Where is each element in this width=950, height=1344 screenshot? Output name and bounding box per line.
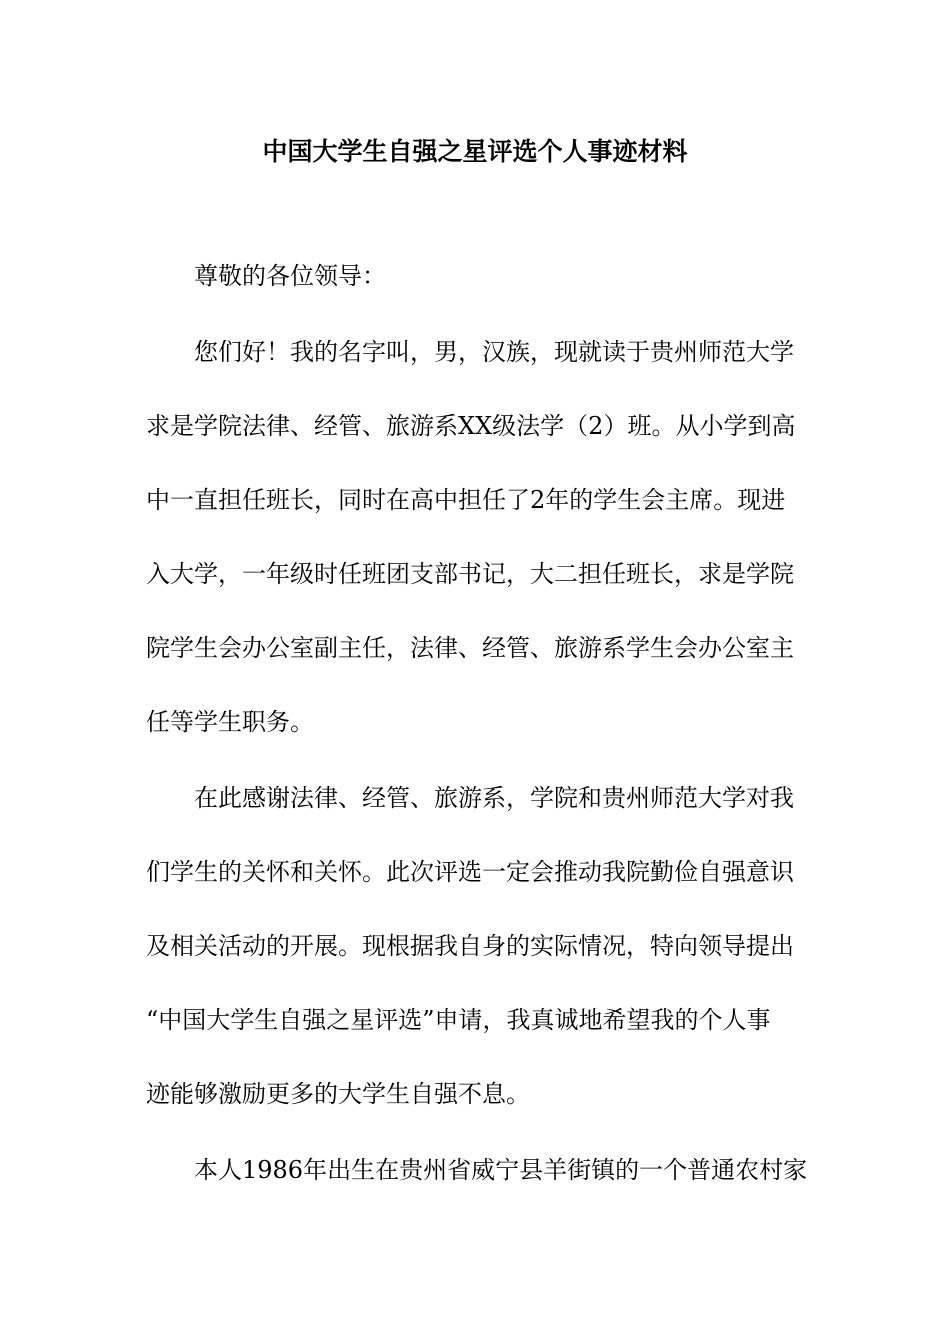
paragraph-3-line-1: 本人1986年出生在贵州省威宁县羊街镇的一个普通农村家 bbox=[194, 1156, 808, 1184]
paragraph-1-line-5: 院学生会办公室副主任，法律、经管、旅游系学生会办公室主 bbox=[146, 634, 794, 662]
paragraph-2-line-2: 们学生的关怀和关怀。此次评选一定会推动我院勤俭自强意识 bbox=[146, 858, 794, 886]
paragraph-2-line-4: “中国大学生自强之星评选”申请，我真诚地希望我的个人事 bbox=[146, 1006, 771, 1034]
document-title: 中国大学生自强之星评选个人事迹材料 bbox=[262, 137, 688, 166]
paragraph-1-line-4: 入大学，一年级时任班团支部书记，大二担任班长，求是学院 bbox=[146, 560, 794, 588]
paragraph-1-line-3: 中一直担任班长，同时在高中担任了2年的学生会主席。现进 bbox=[146, 486, 786, 514]
paragraph-2-line-5: 迹能够激励更多的大学生自强不息。 bbox=[146, 1080, 530, 1108]
paragraph-1-line-2: 求是学院法律、经管、旅游系XX级法学（2）班。从小学到高 bbox=[146, 412, 796, 440]
paragraph-2-line-3: 及相关活动的开展。现根据我自身的实际情况，特向领导提出 bbox=[146, 932, 794, 960]
paragraph-2-line-1: 在此感谢法律、经管、旅游系，学院和贵州师范大学对我 bbox=[194, 784, 794, 812]
salutation-line: 尊敬的各位领导： bbox=[194, 262, 386, 290]
paragraph-1-line-6: 任等学生职务。 bbox=[146, 708, 314, 736]
paragraph-1-line-1: 您们好！我的名字叫，男，汉族，现就读于贵州师范大学 bbox=[194, 338, 794, 366]
